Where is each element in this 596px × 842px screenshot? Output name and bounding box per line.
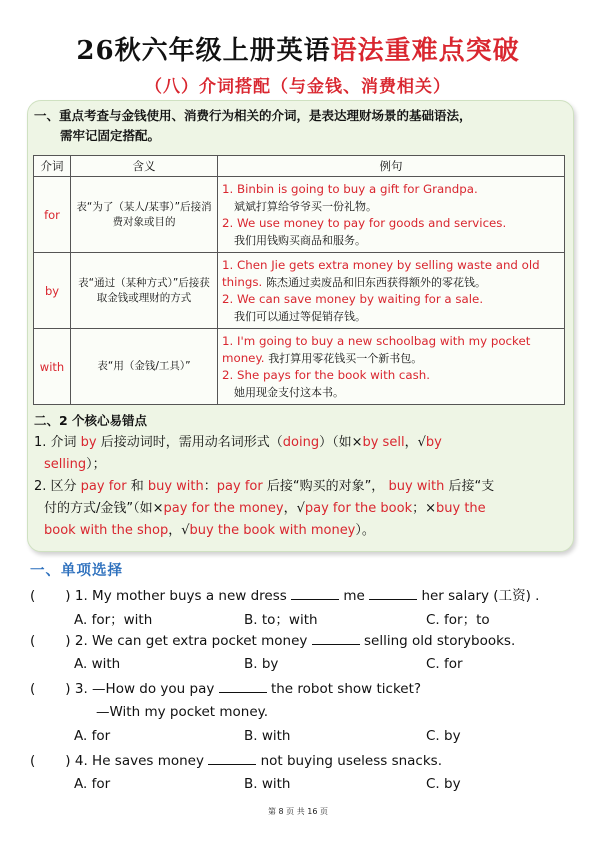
option-c[interactable]: C. by (426, 776, 461, 792)
text-span: 和 (126, 479, 148, 494)
fill-blank[interactable] (291, 587, 339, 600)
subtitle: （八）介词搭配（与金钱、消费相关） (145, 77, 451, 97)
text-span: ，√ (168, 523, 190, 538)
error-points-heading: 二、2 个核心易错点 (34, 413, 148, 428)
error-point-1 (34, 432, 569, 476)
table-row (34, 177, 565, 253)
answer-paren: ) (65, 633, 71, 649)
example-zh: 我打算用零花钱买一个新书包。 (268, 351, 423, 365)
prep-cell: for (34, 177, 71, 253)
option-a[interactable]: A. for (74, 728, 111, 744)
intro-line-2: 需牢记固定搭配。 (60, 128, 161, 143)
example-en: 1. I'm going to buy a new schoolbag with my pocket money. (222, 333, 531, 365)
question-text: me (343, 588, 365, 604)
question-text: —How do you pay (92, 681, 215, 697)
highlight-span: buy the (436, 501, 486, 516)
option-c[interactable]: C. for (426, 656, 463, 672)
question-1 (30, 584, 539, 604)
text-span: 后接“支 (444, 479, 495, 494)
question-text: not buying useless snacks. (260, 753, 442, 769)
example-cell (218, 253, 565, 329)
meaning-cell: 表“用（金钱/工具）” (71, 329, 218, 405)
highlight-span: selling (44, 457, 87, 472)
text-span: 2. 区分 (34, 479, 81, 494)
option-b[interactable]: B. to；with (244, 612, 318, 628)
highlight-span: pay for the money (163, 501, 284, 516)
question-text: He saves money (92, 753, 204, 769)
text-span: 付的方式/金钱”（如× (44, 501, 164, 516)
text-span: ；× (412, 501, 437, 516)
fill-blank[interactable] (312, 632, 360, 645)
error-point-2 (34, 476, 569, 542)
title-black-part: 26秋六年级上册英语 (76, 36, 331, 66)
table-row (34, 253, 565, 329)
title-red-part: 语法重难点突破 (330, 36, 520, 66)
prep-cell: with (34, 329, 71, 405)
text-span: ）； (86, 457, 106, 472)
highlight-span: pay for the book (304, 501, 413, 516)
option-b[interactable]: B. with (244, 728, 291, 744)
error-points (34, 410, 569, 542)
highlight-span: by (80, 435, 97, 450)
example-line (222, 333, 560, 367)
prep-cell: by (34, 253, 71, 329)
fill-blank[interactable] (208, 752, 256, 765)
text-span: 1. 介词 (34, 435, 81, 450)
option-b[interactable]: B. by (244, 656, 279, 672)
question-text: We can get extra pocket money (92, 633, 308, 649)
option-c[interactable]: C. by (426, 728, 461, 744)
question-4 (30, 752, 442, 769)
highlight-span: by sell (362, 435, 405, 450)
page-footer: 第 8 页 共 16 页 (268, 807, 328, 816)
example-zh: 斌斌打算给爷爷买一份礼物。 (234, 199, 377, 213)
example-zh: 我们可以通过等促销存钱。 (234, 309, 366, 323)
text-span: 后接“购买的对象”， (262, 479, 389, 494)
answer-paren: ) (65, 753, 71, 769)
option-c[interactable]: C. for；to (426, 612, 490, 628)
highlight-span: buy with (147, 479, 204, 494)
text-span: 后接动词时，需用动名词形式（ (96, 435, 283, 450)
header-meaning: 含义 (71, 156, 218, 177)
text-span: ： (203, 479, 217, 494)
highlight-span: book with the shop (44, 523, 169, 538)
example-cell (218, 177, 565, 253)
answer-paren: ) (65, 588, 71, 604)
option-a[interactable]: A. for；with (74, 612, 153, 628)
highlight-span: by (425, 435, 442, 450)
answer-paren: ( (30, 633, 36, 649)
highlight-span: buy the book with money (189, 523, 356, 538)
question-3 (30, 680, 421, 697)
example-cell (218, 329, 565, 405)
question-text: her salary (工资) . (421, 588, 540, 604)
table-header-row (34, 156, 565, 177)
example-en: 2. We use money to pay for goods and services. (222, 215, 507, 230)
meaning-cell: 表“为了（某人/某事）”后接消费对象或目的 (71, 177, 218, 253)
question-text: selling old storybooks. (364, 633, 516, 649)
example-zh: 我们用钱购买商品和服务。 (234, 233, 366, 247)
text-span: ）（如× (319, 435, 363, 450)
text-span: ）。 (355, 523, 375, 538)
question-text: My mother buys a new dress (92, 588, 287, 604)
preposition-table (33, 155, 565, 405)
question-number: 3. (74, 681, 88, 697)
option-a[interactable]: A. for (74, 776, 111, 792)
answer-paren: ( (30, 753, 36, 769)
intro-text (34, 106, 569, 146)
fill-blank[interactable] (219, 680, 267, 693)
question-number: 1. (74, 588, 88, 604)
fill-blank[interactable] (369, 587, 417, 600)
example-en: 1. Binbin is going to buy a gift for Grandpa. (222, 181, 478, 196)
example-en: 2. We can save money by waiting for a sale. (222, 291, 484, 306)
highlight-span: pay for (216, 479, 263, 494)
example-en: 1. Chen Jie gets extra money by selling waste and old things. (222, 257, 540, 289)
option-a[interactable]: A. with (74, 656, 121, 672)
option-b[interactable]: B. with (244, 776, 291, 792)
example-zh: 她用现金支付这本书。 (234, 385, 344, 399)
highlight-span: buy with (388, 479, 445, 494)
question-2 (30, 632, 515, 649)
question-number: 2. (74, 633, 88, 649)
question-text: the robot show ticket? (270, 681, 422, 697)
header-example: 例句 (218, 156, 565, 177)
intro-line-1: 一、重点考查与金钱使用、消费行为相关的介词，是表达理财场景的基础语法， (34, 108, 472, 123)
answer-paren: ( (30, 681, 36, 697)
question-3-reply: —With my pocket money. (96, 704, 268, 720)
text-span: ，√ (283, 501, 305, 516)
meaning-cell: 表“通过（某种方式）”后接获取金钱或理财的方式 (71, 253, 218, 329)
example-line (222, 257, 560, 291)
highlight-span: pay for (80, 479, 127, 494)
highlight-span: doing (282, 435, 320, 450)
table-row (34, 329, 565, 405)
answer-paren: ) (65, 681, 71, 697)
example-en: 2. She pays for the book with cash. (222, 367, 431, 382)
question-number: 4. (74, 753, 88, 769)
example-zh: 陈杰通过卖废品和旧东西获得额外的零花钱。 (266, 275, 486, 289)
answer-paren: ( (30, 588, 36, 604)
header-prep: 介词 (34, 156, 71, 177)
text-span: ，√ (404, 435, 426, 450)
part-one-title: 一、单项选择 (30, 563, 123, 579)
page-title (0, 30, 596, 67)
